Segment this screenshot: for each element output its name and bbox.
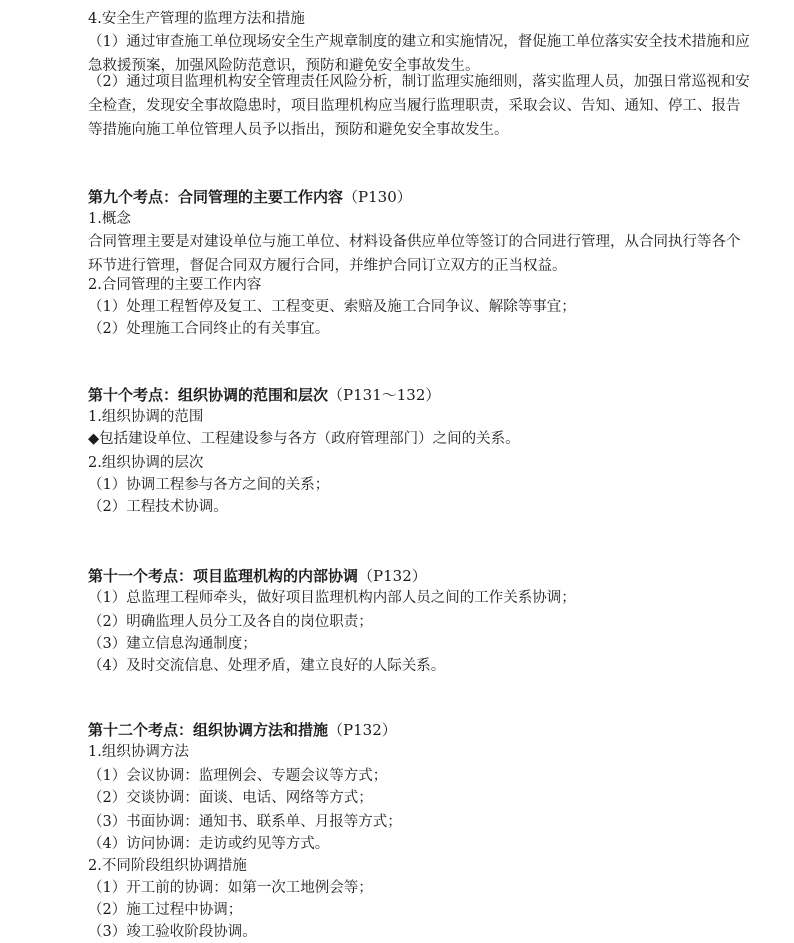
section-item-title: 4.安全生产管理的监理方法和措施 [88,11,305,27]
page-reference: （P130） [343,188,412,206]
list-item: （4）及时交流信息、处理矛盾，建立良好的人际关系。 [88,658,446,674]
heading-text: 第九个考点：合同管理的主要工作内容 [88,188,344,206]
subheading: 1.组织协调的范围 [88,409,204,425]
list-item: （4）访问协调：走访或约见等方式。 [88,836,330,852]
paragraph: （1）通过审查施工单位现场安全生产规章制度的建立和实施情况，督促施工单位落实安全技术措施和应急救援预案，加强风险防范意识，预防和避免安全事故发生。 [88,34,750,74]
list-item: （2）明确监理人员分工及各自的岗位职责； [88,614,373,630]
list-item: （2）交谈协调：面谈、电话、网络等方式； [88,790,373,806]
section-heading [88,565,754,587]
list-item: （3）竣工验收阶段协调。 [88,924,257,940]
list-item: （1）开工前的协调：如第一次工地例会等； [88,880,373,896]
section-heading [88,186,754,208]
section-heading [88,719,754,741]
list-item: （1）协调工程参与各方之间的关系； [88,477,330,493]
list-item: （3）建立信息沟通制度； [88,636,257,652]
list-item: （1）总监理工程师牵头，做好项目监理机构内部人员之间的工作关系协调； [88,590,576,606]
page-reference: （P131～132） [328,386,441,404]
page-reference: （P132） [328,721,397,739]
page-reference: （P132） [358,567,427,585]
list-item: （1）会议协调：监理例会、专题会议等方式； [88,768,388,784]
bullet-item: ◆包括建设单位、工程建设参与各方（政府管理部门）之间的关系。 [88,431,520,447]
list-item: （2）处理施工合同终止的有关事宜。 [88,321,330,337]
list-item: （1）处理工程暂停及复工、工程变更、索赔及施工合同争议、解除等事宜； [88,299,576,315]
paragraph: 合同管理主要是对建设单位与施工单位、材料设备供应单位等签订的合同进行管理，从合同执行等各个环节进行管理，督促合同双方履行合同，并维护合同订立双方的正当权益。 [88,234,741,274]
heading-text: 第十二个考点：组织协调方法和措施 [88,721,329,739]
list-item: （2）工程技术协调。 [88,499,228,515]
subheading: 2.合同管理的主要工作内容 [88,277,262,293]
heading-text: 第十个考点：组织协调的范围和层次 [88,386,329,404]
list-item: （3）书面协调：通知书、联系单、月报等方式； [88,814,402,830]
subheading: 1.概念 [88,211,131,227]
section-heading [88,384,754,406]
paragraph: （2）通过项目监理机构安全管理责任风险分析，制订监理实施细则，落实监理人员，加强日常巡视和安全检查，发现安全事故隐患时，项目监理机构应当履行监理职责，采取会议、告知、通知、停工、报告等措施向施工单位管理人员予以指出，预防和避免安全事故发生。 [88,74,750,138]
list-item: （2）施工过程中协调； [88,902,243,918]
subheading: 2.不同阶段组织协调措施 [88,858,247,874]
heading-text: 第十一个考点：项目监理机构的内部协调 [88,567,359,585]
subheading: 2.组织协调的层次 [88,455,204,471]
subheading: 1.组织协调方法 [88,744,189,760]
